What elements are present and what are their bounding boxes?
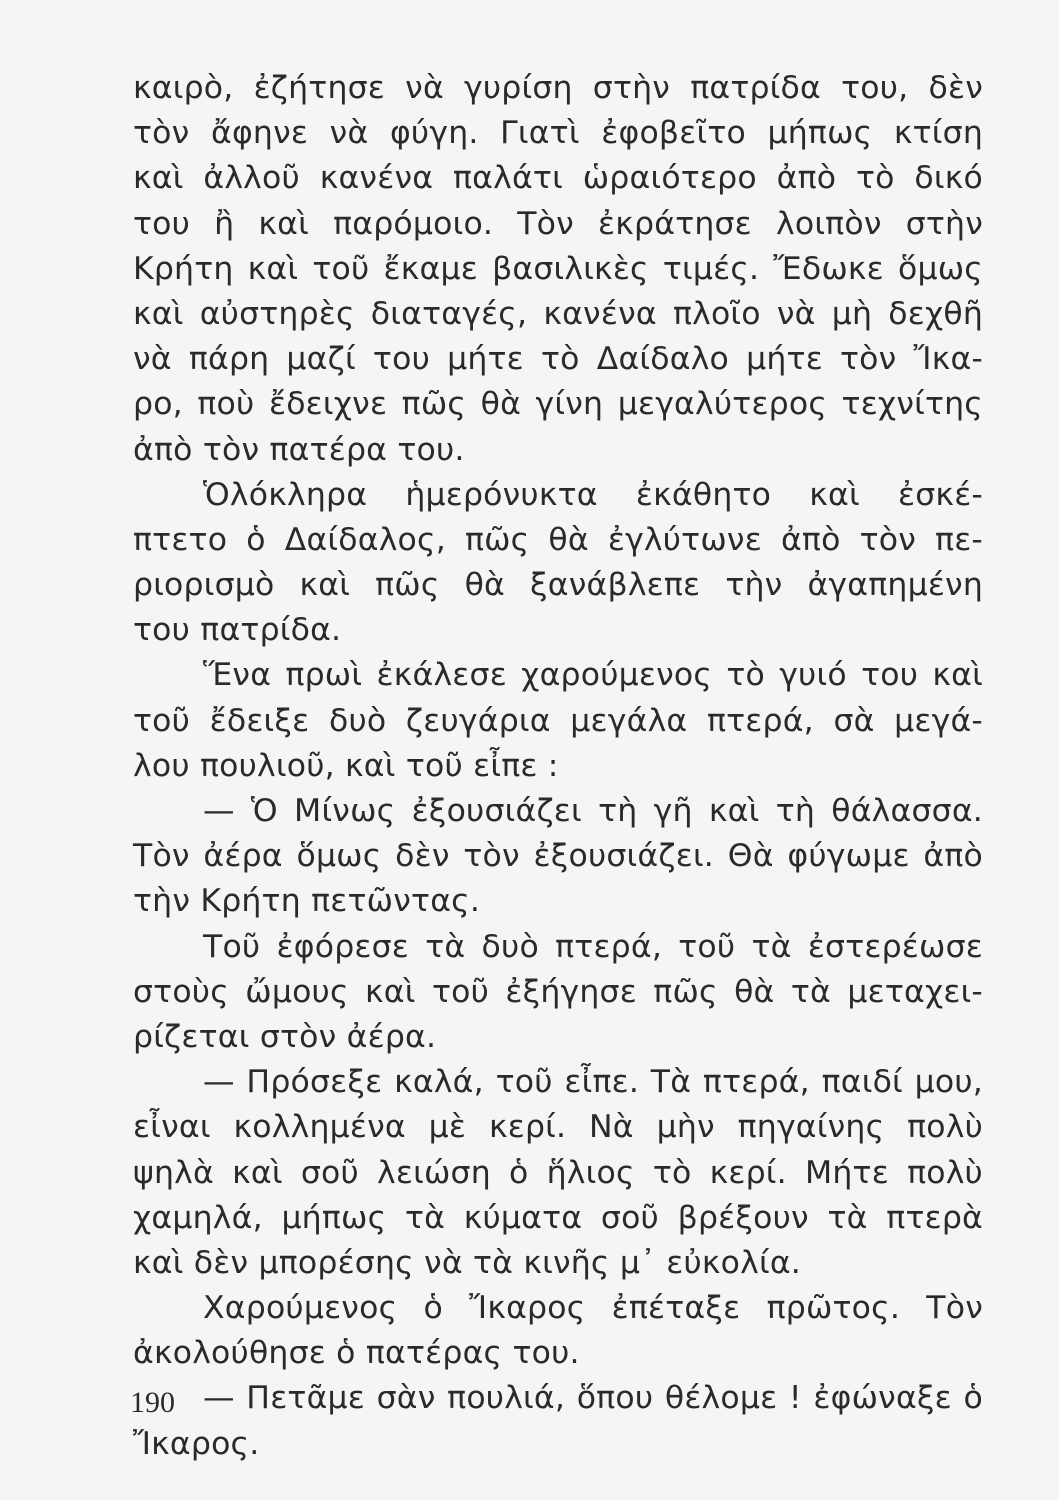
text-line: Τὸν ἀέρα ὅμως δὲν τὸν ἐξουσιάζει. Θὰ φύγωμε ἀπὸ bbox=[133, 838, 983, 875]
text-line: ἀκολούθησε ὁ πατέρας του. bbox=[133, 1335, 580, 1372]
text-line: πτετο ὁ Δαίδαλος, πῶς θὰ ἐγλύτωνε ἀπὸ τὸν πε- bbox=[133, 521, 983, 558]
text-line: Τοῦ ἐφόρεσε τὰ δυὸ πτερά, τοῦ τὰ ἐστερέωσε bbox=[203, 928, 983, 965]
text-line: νὰ πάρη μαζί του μήτε τὸ Δαίδαλο μήτε τὸν Ἴκα- bbox=[133, 341, 983, 378]
text-line: καὶ αὐστηρὲς διαταγές, κανένα πλοῖο νὰ μὴ δεχθῆ bbox=[133, 295, 983, 332]
text-line: ψηλὰ καὶ σοῦ λειώση ὁ ἥλιος τὸ κερί. Μήτε πολὺ bbox=[133, 1154, 983, 1191]
text-line: ρίζεται στὸν ἀέρα. bbox=[133, 1018, 437, 1055]
text-line: — Πετᾶμε σὰν πουλιά, ὅπου θέλομε ! ἐφώναξε ὁ bbox=[203, 1380, 983, 1417]
text-line: λου πουλιοῦ, καὶ τοῦ εἶπε : bbox=[133, 747, 559, 784]
text-line: Κρήτη καὶ τοῦ ἔκαμε βασιλικὲς τιμές. Ἔδωκε ὅμως bbox=[133, 250, 983, 287]
text-line: ριορισμὸ καὶ πῶς θὰ ξανάβλεπε τὴν ἀγαπημένη bbox=[133, 567, 983, 604]
text-line: — Ὁ Μίνως ἐξουσιάζει τὴ γῆ καὶ τὴ θάλασσα. bbox=[203, 793, 983, 829]
text-line: του ἢ καὶ παρόμοιο. Τὸν ἐκράτησε λοιπὸν στὴν bbox=[133, 205, 983, 242]
text-line: ρο, ποὺ ἔδειχνε πῶς θὰ γίνη μεγαλύτερος τεχνίτης bbox=[133, 386, 983, 423]
text-line: τοῦ ἔδειξε δυὸ ζευγάρια μεγάλα πτερά, σὰ μεγά- bbox=[133, 702, 983, 739]
text-line: Χαρούμενος ὁ Ἴκαρος ἐπέταξε πρῶτος. Τὸν bbox=[203, 1290, 983, 1327]
text-line: Ὁλόκληρα ἡμερόνυκτα ἐκάθητο καὶ ἐσκέ- bbox=[203, 476, 983, 513]
text-line: τὸν ἄφηνε νὰ φύγη. Γιατὶ ἐφοβεῖτο μήπως κτίση bbox=[133, 115, 983, 152]
text-line: Ἴκαρος. bbox=[133, 1425, 260, 1462]
text-line: εἶναι κολλημένα μὲ κερί. Νὰ μὴν πηγαίνης πολὺ bbox=[133, 1109, 983, 1146]
text-line: — Πρόσεξε καλά, τοῦ εἶπε. Τὰ πτερά, παιδί μου, bbox=[203, 1064, 983, 1101]
text-line: τὴν Κρήτη πετῶντας. bbox=[133, 883, 481, 920]
text-line: ἀπὸ τὸν πατέρα του. bbox=[133, 431, 465, 468]
text-line: καιρὸ, ἐζήτησε νὰ γυρίση στὴν πατρίδα του, δὲν bbox=[133, 70, 983, 106]
page-number: 190 bbox=[130, 1386, 175, 1419]
text-line: στοὺς ὤμους καὶ τοῦ ἐξήγησε πῶς θὰ τὰ μεταχει- bbox=[133, 973, 983, 1010]
text-line: καὶ δὲν μπορέσης νὰ τὰ κινῆς μ᾿ εὐκολία. bbox=[133, 1244, 802, 1281]
text-line: του πατρίδα. bbox=[133, 612, 342, 649]
text-line: χαμηλά, μήπως τὰ κύματα σοῦ βρέξουν τὰ πτερὰ bbox=[133, 1199, 983, 1236]
text-line: Ἕνα πρωὶ ἐκάλεσε χαρούμενος τὸ γυιό του καὶ bbox=[203, 657, 983, 694]
body-text bbox=[133, 66, 983, 1467]
text-line: καὶ ἀλλοῦ κανένα παλάτι ὡραιότερο ἀπὸ τὸ δικό bbox=[133, 160, 983, 197]
